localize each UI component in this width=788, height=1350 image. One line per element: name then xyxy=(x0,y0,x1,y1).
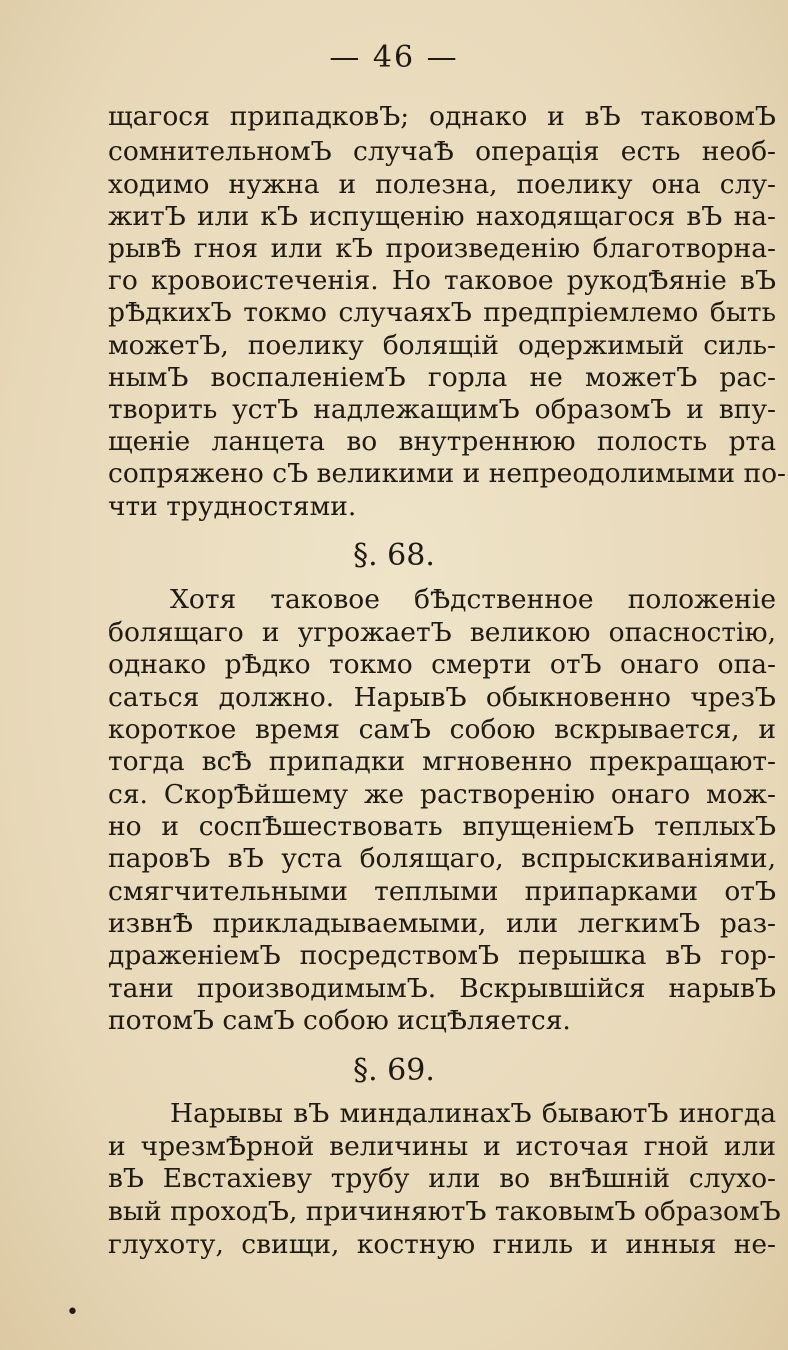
text-line: короткое время самЪ собою вскрывается, и xyxy=(108,714,776,745)
text-line: рѢдкихЪ токмо случаяхЪ предпріемлемо быть xyxy=(108,297,776,328)
text-line: саться должно. НарывЪ обыкновенно чрезЪ xyxy=(108,682,776,713)
text-line: Хотя таковое бѢдственное положеніе xyxy=(170,584,776,615)
text-line: можетЪ, поелику болящій одержимый силь- xyxy=(108,330,776,361)
text-line: тогда всѢ припадки мгновенно прекращают- xyxy=(108,746,776,777)
text-line: го кровоистеченія. Но таковое рукодѢяніе вЪ xyxy=(108,265,776,296)
text-line: ся. СкорѢйшему же раствоpенію онаго мож- xyxy=(108,779,776,810)
text-line: глухоту, свищи, костную гниль и инныя не- xyxy=(108,1229,776,1260)
text-line: вый проходЪ, причиняютЪ таковымЪ образомЪ xyxy=(108,1196,781,1227)
text-line: Нарывы вЪ миндалинахЪ бываютЪ иногда xyxy=(170,1098,776,1129)
section-heading-69: §. 69. xyxy=(353,1053,435,1088)
text-line: и чрезмѢрной величины и источая гной или xyxy=(108,1131,776,1162)
text-line: но и соспѢшествовать впущеніемЪ теплыхЪ xyxy=(108,811,776,842)
text-line: драженіемЪ посредствомЪ перышка вЪ гор- xyxy=(108,940,776,971)
text-line: сопряжено сЪ великими и непреодолимыми по- xyxy=(108,458,787,489)
text-line: житЪ или кЪ испущенію находящагося вЪ на- xyxy=(108,201,776,232)
text-line: чти трудностями. xyxy=(108,491,357,522)
text-line: рывѢ гноя или кЪ произведенію благотворна- xyxy=(108,233,776,264)
section-heading-68: §. 68. xyxy=(353,538,435,573)
text-line: однако рѢдко токмо смерти отЪ онаго опа- xyxy=(108,649,776,680)
text-line: нымЪ воспаленіемЪ горла не можетЪ рас- xyxy=(108,362,776,393)
text-line: паровЪ вЪ уста болящаго, вспрыскиваніями, xyxy=(108,843,776,874)
text-line: болящаго и угрожаетЪ великою опасностію, xyxy=(108,617,776,648)
text-line: извнѢ прикладываемыми, или легкимЪ раз- xyxy=(108,908,776,939)
text-line: смягчительными теплыми припарками отЪ xyxy=(108,876,776,907)
text-line: вЪ Евстахіеву трубу или во внѢшній слухо- xyxy=(108,1163,776,1194)
text-line: тани производимымЪ. Вскрывшійся нарывЪ xyxy=(108,973,776,1004)
text-line: щеніе ланцета во внутреннюю полость рта xyxy=(108,426,776,457)
margin-mark: • xyxy=(66,1300,79,1325)
text-line: щагося припадковЪ; однако и вЪ таковомЪ xyxy=(108,101,776,132)
text-line: сомнительномЪ случаѢ операція есть необ- xyxy=(108,136,776,167)
text-line: потомЪ самЪ собою исцѢляется. xyxy=(108,1005,571,1036)
page-number: — 46 — xyxy=(329,40,459,75)
text-line: ходимо нужна и полезна, поелику она слу- xyxy=(108,169,776,200)
text-line: творить устЪ надлежащимЪ образомЪ и впу- xyxy=(108,394,776,425)
